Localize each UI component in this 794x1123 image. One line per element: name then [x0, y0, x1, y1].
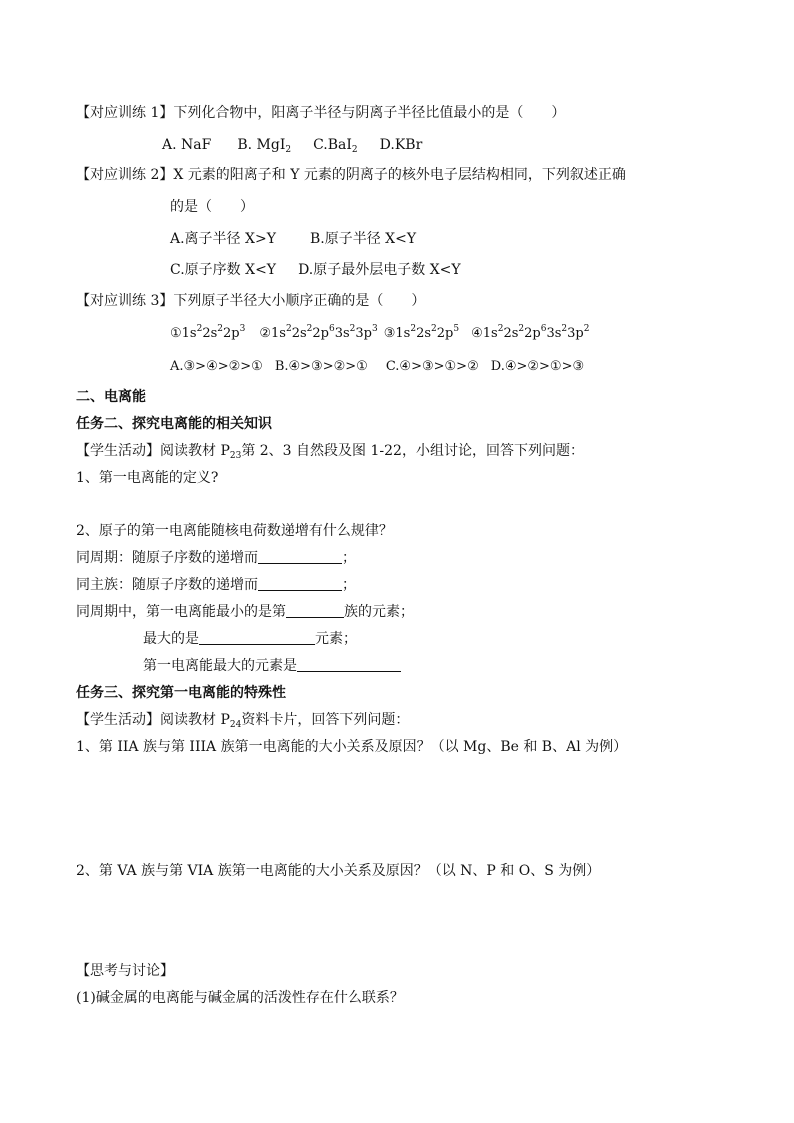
exercise-3-options [170, 358, 584, 376]
exercise-3-configurations [170, 325, 589, 343]
configuration-3: $③1s^22s^22p^5$ [383, 324, 460, 341]
exercise-2-option-b: B.原子半径 X<Y [309, 231, 417, 247]
exercise-3-question: 【对应训练 3】下列原子半径大小顺序正确的是（ ） [76, 293, 426, 309]
task-2-activity: 【学生活动】阅读教材 $P_{23}$第 2、3 自然段及图 1-22，小组讨论，回答下列问题： [76, 443, 584, 461]
group-trend-line: 同主族：随原子序数的递增而 ； [76, 577, 356, 593]
exercise-1-option-d: D.KBr [379, 137, 423, 153]
exercise-3-option-d: D.④>②>①>③ [490, 359, 585, 374]
task-3-activity: 【学生活动】阅读教材 $P_{24}$资料卡片，回答下列问题： [76, 712, 410, 730]
exercise-2-options-row2 [170, 261, 461, 279]
exercise-1-option-c: C.BaI$_2$ [313, 137, 358, 155]
exercise-1-options [162, 136, 422, 154]
period-min-blank[interactable] [286, 603, 344, 618]
period-min-line: 同周期中，第一电离能最小的是第 族的元素； [76, 604, 414, 620]
exercise-3-option-c: C.④>③>①>② [385, 359, 479, 374]
period-max-blank[interactable] [199, 630, 315, 645]
largest-ionization-blank[interactable] [297, 657, 401, 672]
task-2-question-1: 1、第一电离能的定义? [76, 470, 219, 486]
exercise-2-option-a: A.离子半径 X>Y [170, 231, 276, 247]
task-3-question-2: 2、第 VA 族与第 VIA 族第一电离能的大小关系及原因？（以 N、P 和 O、S 为例） [76, 863, 601, 879]
period-max-line: 最大的是 元素； [143, 631, 357, 647]
group-trend-blank[interactable] [258, 576, 342, 591]
task-3-question-1: 1、第 IIA 族与第 IIIA 族第一电离能的大小关系及原因？（以 Mg、Be 和 B、Al 为例） [76, 739, 628, 755]
exercise-2-question-cont: 的是（ ） [170, 199, 254, 215]
exercise-3-option-a: A.③>④>②>① [170, 359, 263, 374]
task-3-title: 任务三、探究第一电离能的特殊性 [76, 685, 286, 701]
think-discuss-title: 【思考与讨论】 [76, 963, 174, 979]
exercise-2-option-c: C.原子序数 X<Y [170, 262, 277, 278]
period-trend-line: 同周期：随原子序数的递增而 ； [76, 550, 356, 566]
exercise-2-options-row1 [170, 230, 416, 248]
configuration-2: $②1s^22s^22p^63s^23p^3$ [259, 324, 378, 341]
exercise-3-option-b: B.④>③>②>① [274, 359, 368, 374]
section-heading: 二、电离能 [76, 389, 146, 405]
task-2-question-2: 2、原子的第一电离能随核电荷数递增有什么规律？ [76, 523, 393, 539]
period-trend-blank[interactable] [258, 549, 342, 564]
think-discuss-question-1: (1)碱金属的电离能与碱金属的活泼性存在什么联系？ [76, 990, 404, 1006]
exercise-1-option-b: B. MgI$_2$ [237, 137, 292, 155]
configuration-4: $④1s^22s^22p^63s^23p^2$ [471, 324, 590, 341]
exercise-1-option-a: A. NaF [162, 137, 212, 153]
configuration-1: $①1s^22s^22p^3$ [170, 324, 246, 341]
exercise-2-question: 【对应训练 2】X 元素的阳离子和 Y 元素的阴离子的核外电子层结构相同，下列叙述正确 [76, 167, 626, 183]
task-2-title: 任务二、探究电离能的相关知识 [76, 416, 272, 432]
largest-ionization-line: 第一电离能最大的元素是 [143, 657, 401, 675]
exercise-1-question: 【对应训练 1】下列化合物中，阳离子半径与阴离子半径比值最小的是（ ） [76, 105, 566, 121]
exercise-2-option-d: D.原子最外层电子数 X<Y [298, 262, 461, 278]
